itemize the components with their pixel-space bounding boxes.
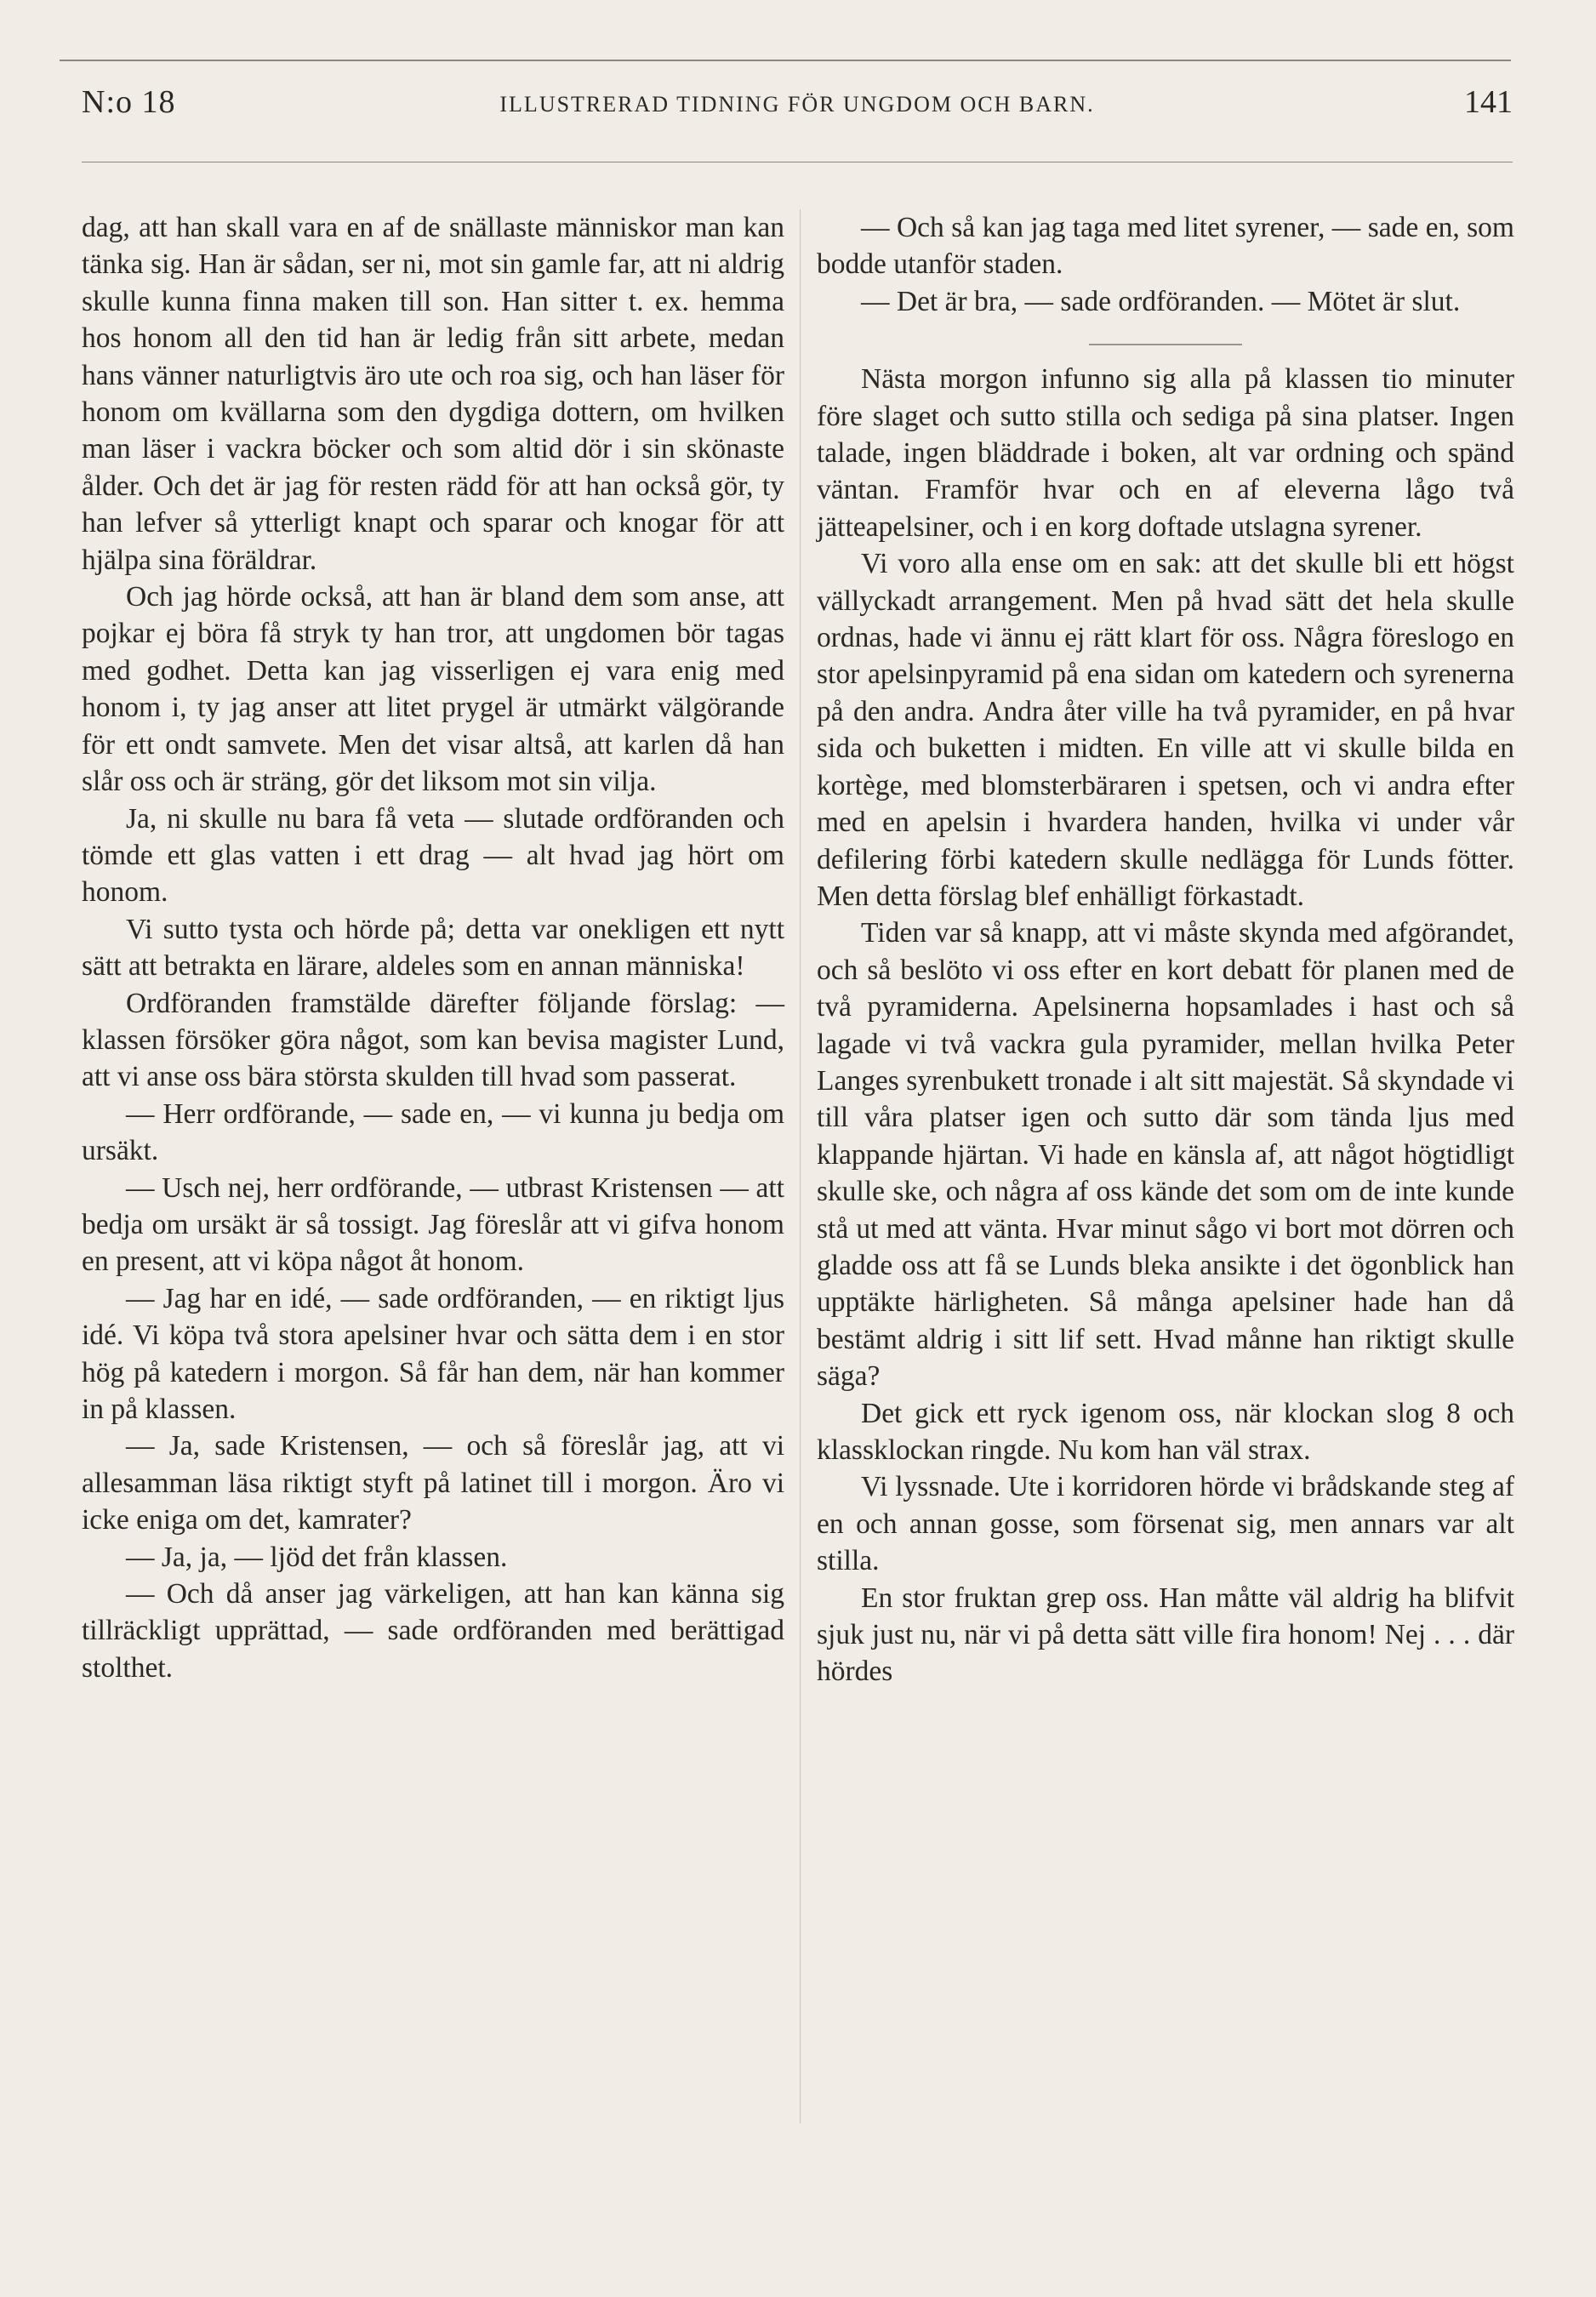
paragraph: — Usch nej, herr ordförande, — utbrast Kristensen — att bedja om ursäkt är så tossigt. Jag föreslår att vi gifva honom en present, att vi köpa något åt honom. — [82, 1171, 784, 1278]
paragraph: Ja, ni skulle nu bara få veta — slutade ordföranden och tömde ett glas vatten i ett drag — alt hvad jag hört om honom. — [82, 802, 784, 909]
publication-title: ILLUSTRERAD TIDNING FÖR UNGDOM OCH BARN. — [499, 92, 1095, 117]
paragraph: Vi sutto tysta och hörde på; detta var onekligen ett nytt sätt att betrakta en lärare, aldeles som en annan människa! — [82, 913, 784, 983]
page-number: 141 — [1464, 84, 1513, 120]
paragraph: — Det är bra, — sade ordföranden. — Mötet är slut. — [861, 285, 1461, 317]
right-column — [817, 209, 1514, 1690]
paragraph: Vi lyssnade. Ute i korridoren hörde vi brådskande steg af en och annan gosse, som försenat sig, men annars var alt stilla. — [817, 1471, 1514, 1577]
column-separator — [800, 209, 801, 2123]
section-divider — [1089, 344, 1242, 345]
paragraph: Ordföranden framstälde därefter följande förslag: — klassen försöker göra något, som kan bevisa magister Lund, att vi anse oss bära största skulden till hvad som passerat. — [82, 987, 784, 1093]
top-border-line — [60, 60, 1511, 61]
page-header — [82, 83, 1513, 134]
paragraph: Vi voro alla ense om en sak: att det skulle bli ett högst vällyckadt arrangement. Men på hvad sätt det hela skulle ordnas, hade vi ännu ej rätt klart för oss. Några föreslogo en stor apelsinpyramid på ena sidan om katedern och syrenerna på den andra. Andra åter ville ha två pyramider, en på hvar sida och buketten i midten. En ville att vi skulle bilda en kortège, med blomsterbäraren i spetsen, och vi andra efter med en apelsin i hvardera handen, hvilka vi under vår defilering förbi katedern skulle nedlägga för Lunds fötter. Men detta förslag blef enhälligt förkastadt. — [817, 548, 1514, 912]
paragraph: — Ja, ja, — ljöd det från klassen. — [126, 1541, 508, 1573]
paragraph: — Herr ordförande, — sade en, — vi kunna ju bedja om ursäkt. — [82, 1097, 784, 1167]
paragraph: Nästa morgon infunno sig alla på klassen tio minuter före slaget och sutto stilla och sediga på sina platser. Ingen talade, ingen bläddrade i boken, alt var ordning och spänd väntan. Framför hvar och en af eleverna lågo två jätteapelsiner, och i en korg doftade utslagna syrener. — [817, 363, 1514, 543]
paragraph: — Jag har en idé, — sade ordföranden, — en riktigt ljus idé. Vi köpa två stora apelsiner hvar och sätta dem i en stor hög på katedern i morgon. Så får han dem, när han kommer in på klassen. — [82, 1282, 784, 1425]
paragraph: dag, att han skall vara en af de snällaste människor man kan tänka sig. Han är sådan, ser ni, mot sin gamle far, att ni aldrig skulle kunna finna maken till son. Han sitter t. ex. hemma hos honom all den tid han är ledig från sitt arbete, medan hans vänner naturligtvis äro ute och roa sig, och han läser för honom om kvällarna som den dygdiga dottern, om hvilken man läser i vackra böcker och som altid dör i sin skönaste ålder. Och det är jag för resten rädd för att han också gör, ty han lefver så ytterligt knapt och sparar och knogar för att hjälpa sina föräldrar. — [82, 212, 784, 576]
paragraph: Det gick ett ryck igenom oss, när klockan slog 8 och klassklockan ringde. Nu kom han väl strax. — [817, 1397, 1514, 1466]
paragraph: Tiden var så knapp, att vi måste skynda med afgörandet, och så beslöto vi oss efter en kort debatt för planen med de två pyramiderna. Apelsinerna hopsamlades i hast och så lagade vi två vackra gula pyramider, mellan hvilka Peter Langes syrenbukett tronade i alt sitt majestät. Så skyndade vi till våra platser igen och sutto där som tända ljus med klappande hjärtan. Vi hade en känsla af, att något högtidligt skulle ske, och några af oss kände det som om de inte kunde stå ut med att vänta. Hvar minut sågo vi bort mot dörren och gladde oss att få se Lunds bleka ansikte i det ögonblick han upptäkte härligheten. Så många apelsiner hade han då bestämt aldrig i sitt lif sett. Hvad månne han riktigt skulle säga? — [817, 917, 1514, 1393]
paragraph: Och jag hörde också, att han är bland dem som anse, att pojkar ej böra få stryk ty han tror, att ungdomen bör tagas med godhet. Detta kan jag visserligen ej vara enig med honom i, ty jag anser att litet prygel är utmärkt välgörande för ett ondt samvete. Men det visar altså, att karlen då han slår oss och är sträng, gör det liksom mot sin vilja. — [82, 581, 784, 798]
paragraph: En stor fruktan grep oss. Han måtte väl aldrig ha blifvit sjuk just nu, när vi på detta sätt ville fira honom! Nej . . . där hördes — [817, 1582, 1514, 1688]
paragraph: — Och då anser jag värkeligen, att han kan känna sig tillräckligt upprättad, — sade ordföranden med berättigad stolthet. — [82, 1578, 784, 1684]
issue-number: N:o 18 — [82, 84, 176, 120]
left-column — [82, 209, 784, 1686]
paragraph: — Och så kan jag taga med litet syrener, — sade en, som bodde utanför staden. — [817, 212, 1514, 281]
paragraph: — Ja, sade Kristensen, — och så föreslår jag, att vi allesamman läsa riktigt styft på latinet till i morgon. Äro vi icke eniga om det, kamrater? — [82, 1430, 784, 1536]
